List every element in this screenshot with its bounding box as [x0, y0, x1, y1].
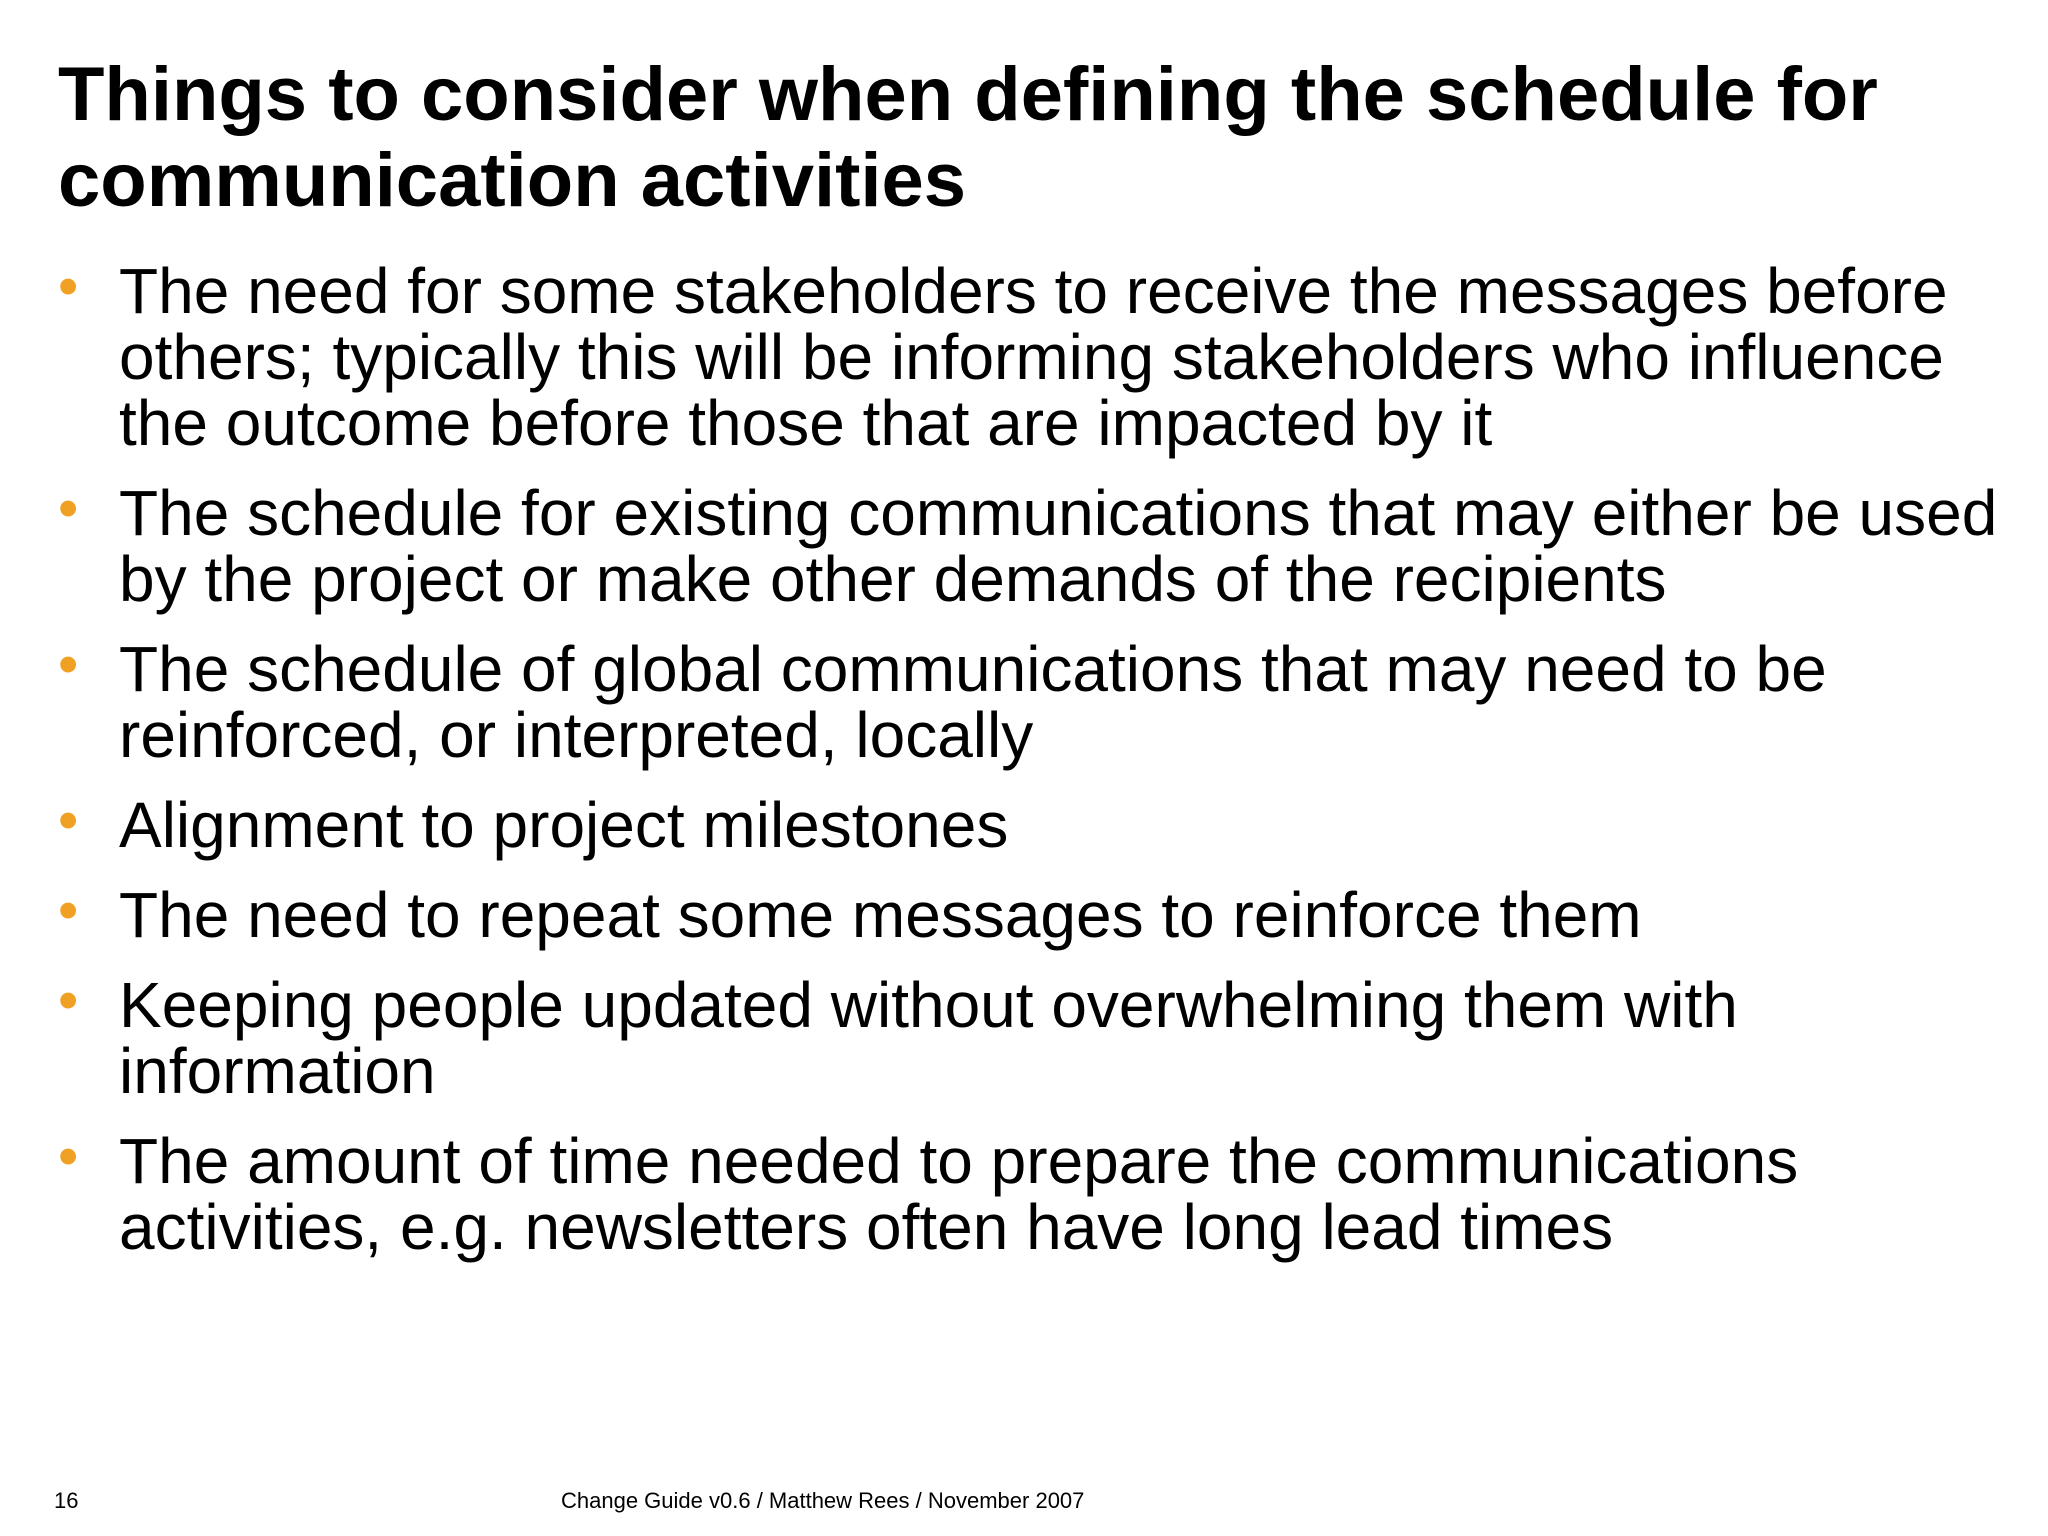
bullet-icon: •	[58, 1124, 79, 1189]
footer-text: Change Guide v0.6 / Matthew Rees / November 2007	[561, 1488, 1085, 1513]
bullet-text: The need to repeat some messages to reinforce them	[119, 879, 1642, 951]
bullet-item	[58, 254, 2018, 459]
page-number: 16	[54, 1488, 79, 1513]
bullet-icon: •	[58, 968, 79, 1033]
bullet-item	[58, 878, 2018, 951]
bullet-text: Keeping people updated without overwhelming them with information	[119, 969, 1738, 1107]
bullet-item	[58, 476, 2018, 615]
bullet-icon: •	[58, 254, 79, 319]
bullet-item	[58, 632, 2018, 771]
bullet-item	[58, 788, 2018, 861]
bullet-text: The amount of time needed to prepare the communications activities, e.g. newsletters often have long lead times	[119, 1125, 1799, 1263]
bullet-icon: •	[58, 788, 79, 853]
bullet-icon: •	[58, 632, 79, 697]
bullet-icon: •	[58, 476, 79, 541]
bullet-item	[58, 1124, 2018, 1263]
slide-title: Things to consider when defining the schedule for communication activities	[58, 52, 1878, 223]
bullet-text: The schedule of global communications that may need to be reinforced, or interpreted, locally	[119, 633, 1827, 771]
bullet-text: Alignment to project milestones	[119, 789, 1009, 861]
bullet-text: The schedule for existing communications that may either be used by the project or make other demands of the recipients	[119, 477, 1998, 615]
bullet-icon: •	[58, 878, 79, 943]
bullet-text: The need for some stakeholders to receive the messages before others; typically this will be informing stakeholders who influence the outcome before those that are impacted by it	[119, 255, 1948, 459]
bullet-item	[58, 968, 2018, 1107]
bullet-list	[58, 254, 2018, 1284]
